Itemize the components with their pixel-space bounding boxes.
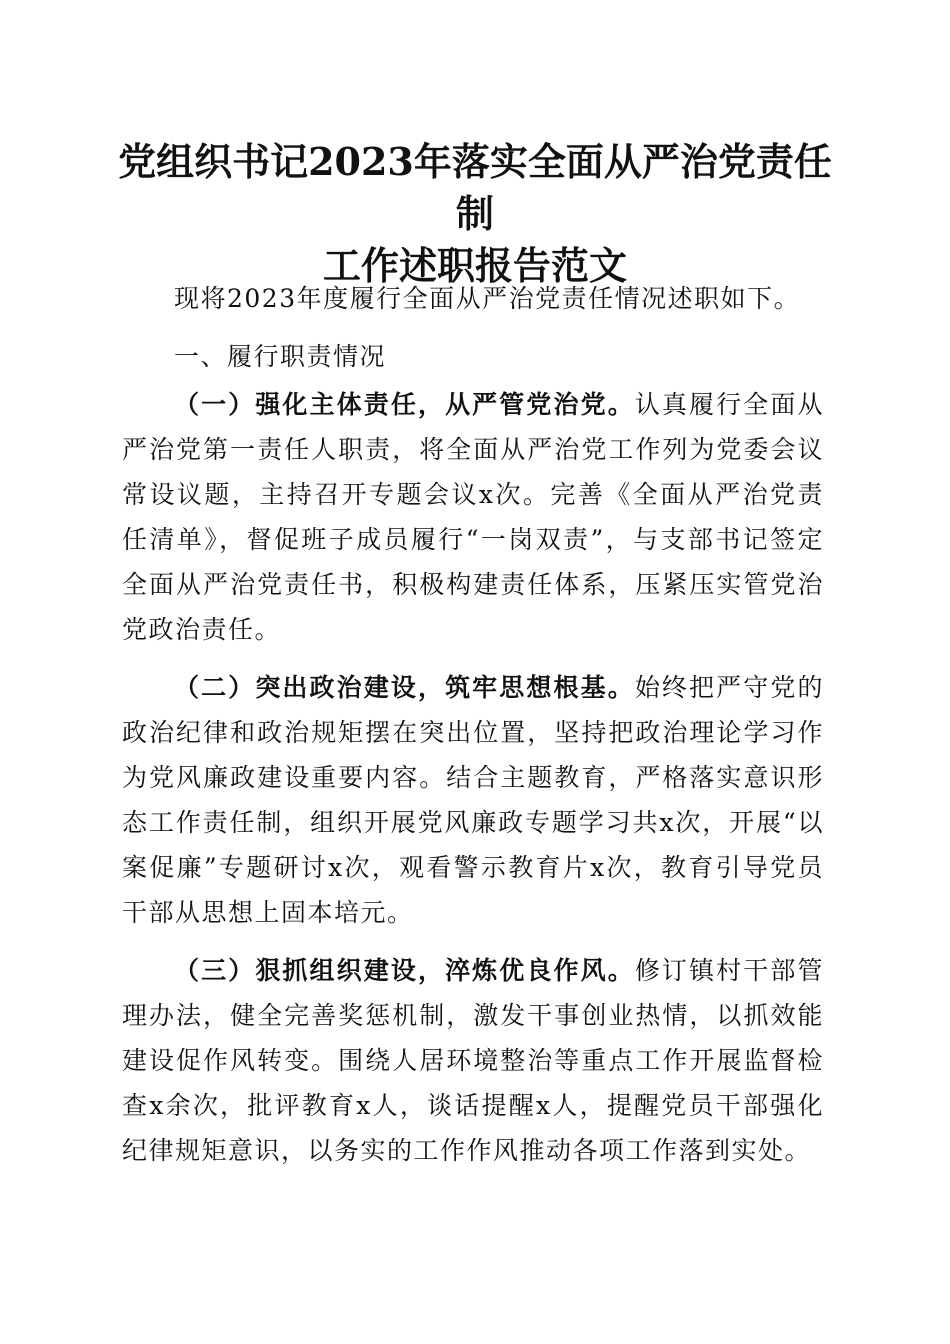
section-heading: 一、履行职责情况 xyxy=(174,342,387,371)
document-title xyxy=(100,136,850,292)
item-text-2: 始终把严守党的政治纪律和政治规矩摆在突出位置，坚持把政治理论学习作为党风廉政建设重要内容。结合主题教育，严格落实意识形态工作责任制，组织开展党风廉政专题学习共x次，开展“以案促廉”专题研讨x次，观看警示教育片x次，教育引导党员干部从思想上固本培元。 xyxy=(122,673,824,927)
item-paragraph-2 xyxy=(122,665,824,935)
title-line-1: 党组织书记2023年落实全面从严治党责任制 xyxy=(118,139,832,236)
item-paragraph-3 xyxy=(122,948,824,1173)
title-line-2: 工作述职报告范文 xyxy=(322,243,627,288)
item-lead-1: （一）强化主体责任，从严管党治党。 xyxy=(174,390,635,419)
intro-paragraph: 现将2023年度履行全面从严治党责任情况述职如下。 xyxy=(174,284,801,313)
item-text-3: 修订镇村干部管理办法，健全完善奖惩机制，激发干事创业热情，以抓效能建设促作风转变。围绕人居环境整治等重点工作开展监督检查x余次，批评教育x人，谈话提醒x人，提醒党员干部强化纪律规矩意识，以务实的工作作风推动各项工作落到实处。 xyxy=(122,956,824,1165)
item-lead-3: （三）狠抓组织建设，淬炼优良作风。 xyxy=(174,956,635,985)
item-paragraph-1 xyxy=(122,382,824,652)
item-text-1: 认真履行全面从严治党第一责任人职责，将全面从严治党工作列为党委会议常设议题，主持召开专题会议x次。完善《全面从严治党责任清单》，督促班子成员履行“一岗双责”，与支部书记签定全面从严治党责任书，积极构建责任体系，压紧压实管党治党政治责任。 xyxy=(122,390,824,644)
item-lead-2: （二）突出政治建设，筑牢思想根基。 xyxy=(174,673,635,702)
document-body xyxy=(122,276,824,1186)
